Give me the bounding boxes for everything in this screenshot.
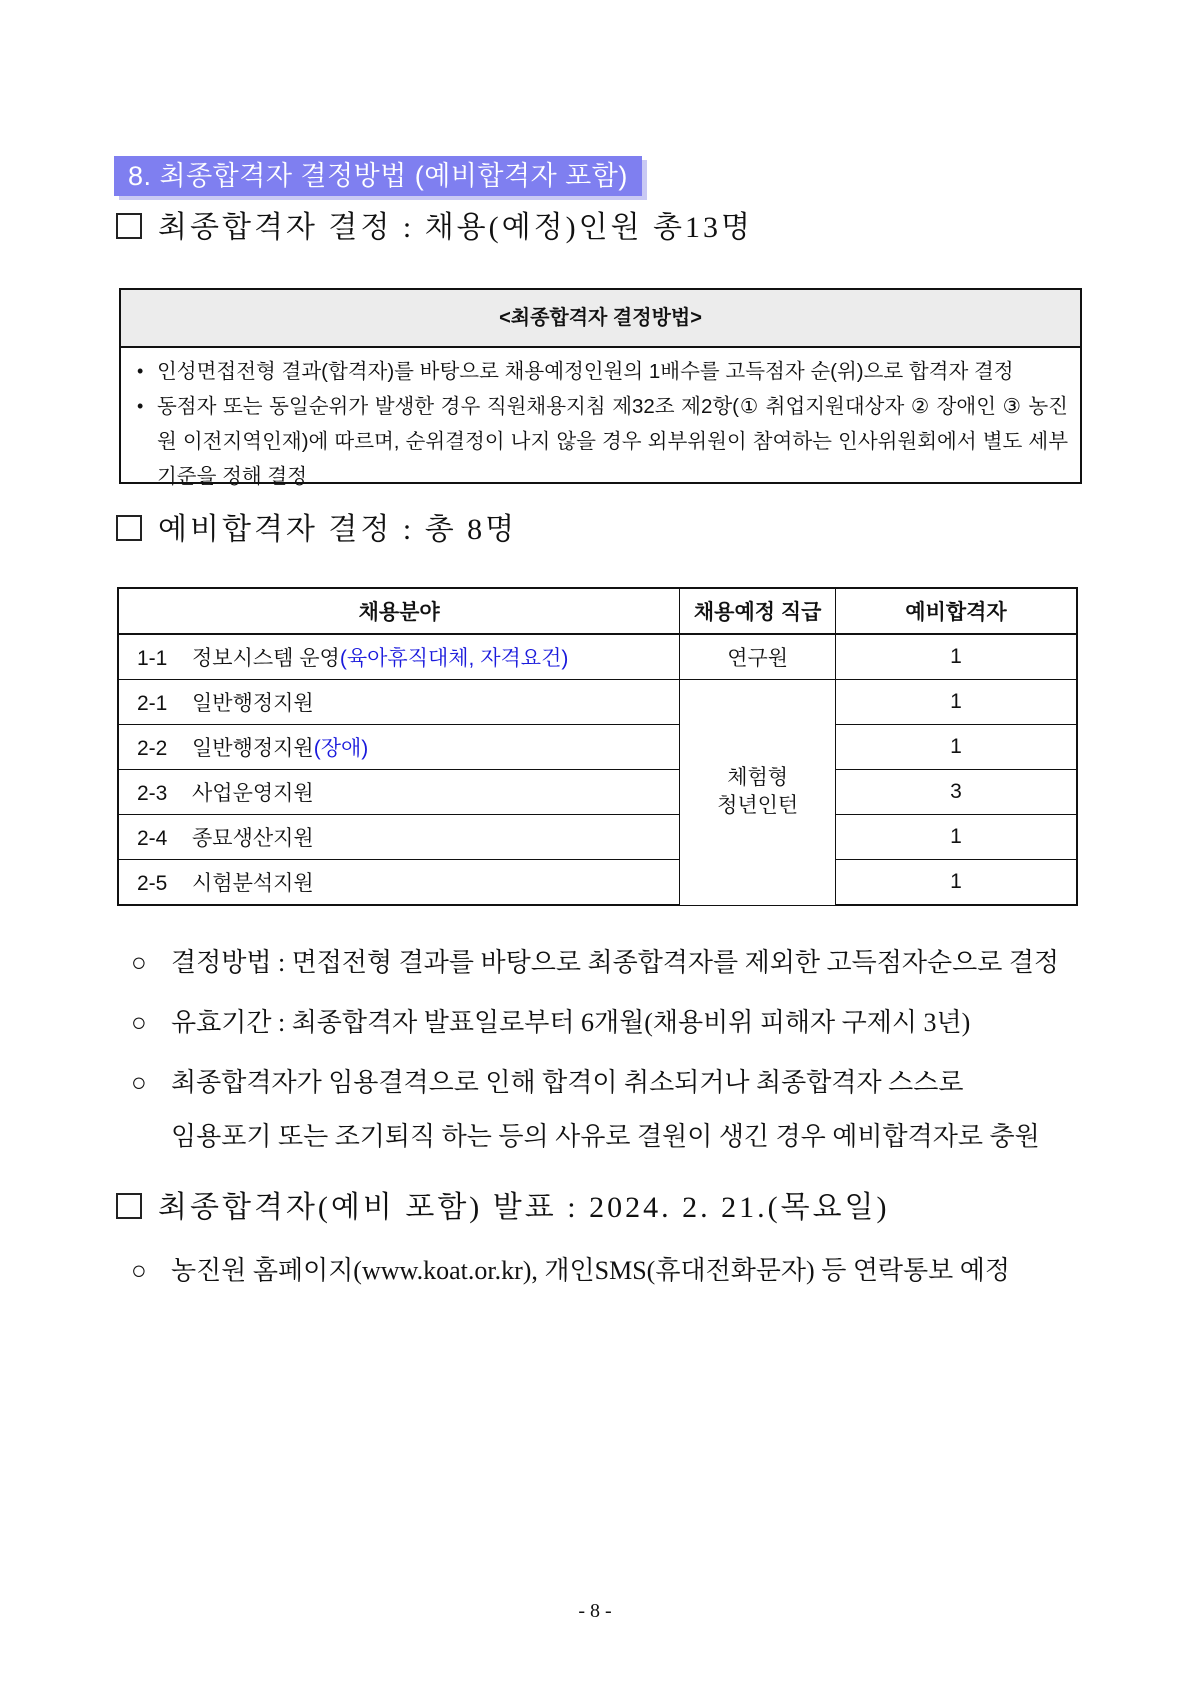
field-cell: [118, 725, 680, 770]
header-count: 예비합격자: [836, 588, 1078, 634]
reserve-note: [131, 1006, 970, 1040]
count-cell: 1: [836, 815, 1078, 860]
note-continuation: 임용포기 또는 조기퇴직 하는 등의 사유로 결원이 생긴 경우 예비합격자로 충원: [171, 1122, 1040, 1151]
table-row: [118, 860, 1077, 906]
reserve-table: [117, 587, 1078, 906]
page-number: - 8 -: [578, 1600, 612, 1622]
field-cell: [118, 680, 680, 725]
note-text: 최종합격자가 임용결격으로 인해 합격이 취소되거나 최종합격자 스스로: [171, 1068, 964, 1097]
row-name: 일반행정지원: [192, 737, 314, 760]
table-row: [118, 815, 1077, 860]
square-icon: [116, 1193, 142, 1219]
row-note: (장애): [313, 737, 369, 760]
row-name: 일반행정지원: [192, 692, 314, 715]
reserve-note: [131, 946, 1059, 980]
row-name: 정보시스템 운영: [192, 647, 340, 670]
table-header-row: [118, 588, 1077, 634]
header-grade: 채용예정 직급: [680, 588, 836, 634]
method-list: [121, 348, 1080, 494]
row-number: 2-3: [137, 782, 168, 805]
row-number: 2-1: [137, 692, 168, 715]
announce-heading: [116, 1188, 890, 1228]
method-item: • 동점자 또는 동일순위가 발생한 경우 직원채용지침 제32조 제2항(① 취업지원대상자 ② 장애인 ③ 농진원 이전지역인재)에 따르며, 순위결정이 나지 않을 경우 외부위원이 참여하는 인사위원회에서 별도 세부기준을 정해 결정: [133, 389, 1068, 494]
note-text: 농진원 홈페이지(www.koat.or.kr), 개인SMS(휴대전화문자) 등 연락통보 예정: [171, 1256, 1011, 1285]
count-cell: 1: [836, 634, 1078, 680]
field-cell: [118, 815, 680, 860]
grade-merged-cell: [680, 680, 836, 906]
reserve-heading-text: 예비합격자 결정 : 총 8명: [158, 513, 518, 546]
reserve-heading: [116, 510, 517, 550]
count-cell: 1: [836, 680, 1078, 725]
square-icon: [116, 515, 142, 541]
row-number: 1-1: [137, 647, 168, 670]
row-number: 2-5: [137, 872, 168, 895]
final-heading-text: 최종합격자 결정 : 채용(예정)인원 총13명: [158, 211, 754, 244]
row-name: 종묘생산지원: [192, 827, 314, 850]
grade-line: 청년인턴: [717, 794, 799, 818]
count-cell: 3: [836, 770, 1078, 815]
method-box-title: <최종합격자 결정방법>: [121, 290, 1080, 348]
section-title: 8. 최종합격자 결정방법 (예비합격자 포함): [114, 156, 642, 196]
reserve-note: [131, 1066, 963, 1100]
note-text: 유효기간 : 최종합격자 발표일로부터 6개월(채용비위 피해자 구제시 3년): [171, 1008, 971, 1037]
circle-bullet-icon: ○: [131, 1008, 147, 1037]
row-number: 2-2: [137, 737, 168, 760]
method-item: • 인성면접전형 결과(합격자)를 바탕으로 채용예정인원의 1배수를 고득점자 순(위)으로 합격자 결정: [133, 354, 1068, 389]
row-name: 시험분석지원: [192, 872, 314, 895]
square-icon: [116, 213, 142, 239]
circle-bullet-icon: ○: [131, 948, 147, 977]
announce-note: [131, 1254, 1010, 1288]
circle-bullet-icon: ○: [131, 1068, 147, 1097]
row-note: (육아휴직대체, 자격요건): [339, 647, 569, 670]
row-number: 2-4: [137, 827, 168, 850]
field-cell: [118, 860, 680, 906]
table-row: [118, 680, 1077, 725]
table-row: [118, 634, 1077, 680]
announce-heading-text: 최종합격자(예비 포함) 발표 : 2024. 2. 21.(목요일): [158, 1191, 890, 1224]
note-text: 결정방법 : 면접전형 결과를 바탕으로 최종합격자를 제외한 고득점자순으로 결정: [171, 948, 1060, 977]
count-cell: 1: [836, 725, 1078, 770]
header-field: 채용분야: [118, 588, 680, 634]
grade-cell: 연구원: [680, 634, 836, 680]
final-heading: [116, 208, 753, 248]
count-cell: 1: [836, 860, 1078, 906]
table-row: [118, 725, 1077, 770]
circle-bullet-icon: ○: [131, 1256, 147, 1285]
row-name: 사업운영지원: [192, 782, 314, 805]
final-method-box: [119, 288, 1082, 488]
grade-line: 체험형: [727, 766, 789, 790]
field-cell: [118, 770, 680, 815]
table-row: [118, 770, 1077, 815]
field-cell: [118, 634, 680, 680]
